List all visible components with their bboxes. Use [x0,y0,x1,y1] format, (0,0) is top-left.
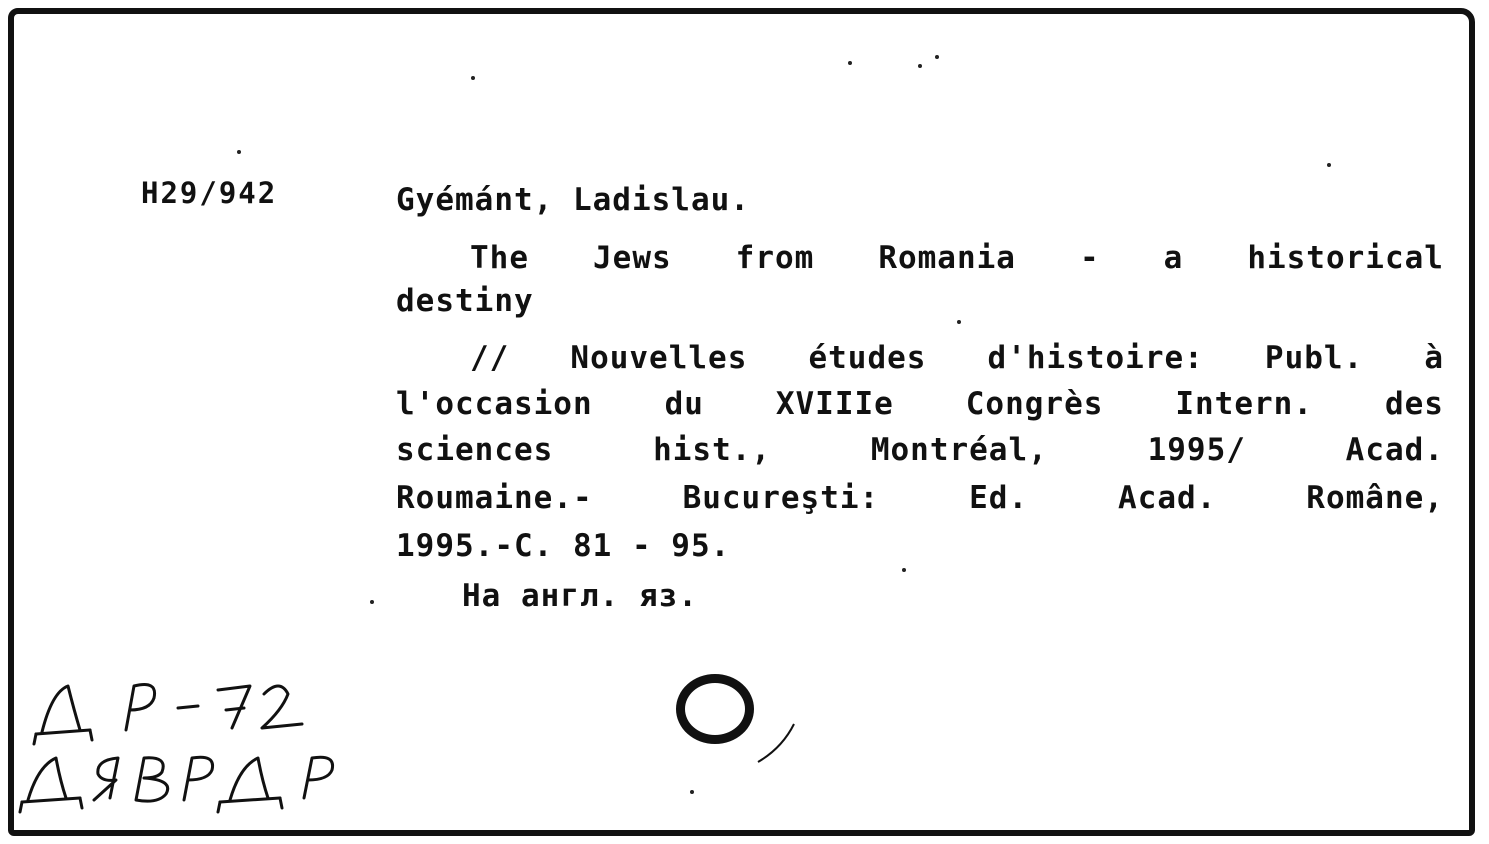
speck [918,64,922,68]
source-line-4 [396,480,1444,516]
source-word: Bucureşti: [682,480,880,516]
speck [902,568,906,572]
title-word: Romania [878,240,1016,276]
title-word: from [735,240,815,276]
source-line-3 [396,432,1444,468]
source-word: hist., [653,432,772,468]
source-word: Acad. [1345,432,1444,468]
source-word: Ed. [969,480,1029,516]
source-word: à [1424,340,1444,376]
speck [237,150,241,154]
source-word: Congrès [965,386,1104,422]
title-word: Jews [593,240,672,276]
title-word: historical [1247,240,1444,276]
title-line-1 [396,240,1444,276]
source-word: Intern. [1175,386,1314,422]
source-word: Montréal, [870,432,1048,468]
speck [471,76,475,80]
speck [935,55,939,59]
handwritten-shelfmark [18,672,348,822]
source-word: des [1384,386,1444,422]
speck [1327,163,1331,167]
source-word: 1995/ [1147,432,1246,468]
title-word: - [1079,240,1100,276]
title-word: a [1163,240,1184,276]
source-word: l'occasion [396,386,593,422]
source-word: d'histoire: [987,340,1204,376]
source-line-1 [396,340,1444,376]
source-word: Nouvelles [570,340,748,376]
speck [690,790,694,794]
source-word: du [664,386,704,422]
speck [848,61,852,65]
source-word: Publ. [1264,340,1364,376]
source-word: // [470,340,510,376]
title-word: The [470,240,529,276]
source-word: études [808,340,927,376]
source-line-2 [396,386,1444,422]
call-number: H29/942 [141,176,278,210]
title-line-2: destiny [396,283,534,319]
speck [957,320,961,324]
source-line-5: 1995.-C. 81 - 95. [396,528,731,564]
author-heading: Gyémánt, Ladislau. [396,182,750,218]
speck [370,600,374,604]
language-note: На англ. яз. [462,578,698,614]
stamp-circle [676,674,754,744]
pen-stroke [752,718,802,768]
source-word: Roumaine.- [396,480,593,516]
source-word: sciences [396,432,554,468]
source-word: Române, [1306,480,1444,516]
source-word: XVIIIe [775,386,894,422]
source-word: Acad. [1118,480,1217,516]
